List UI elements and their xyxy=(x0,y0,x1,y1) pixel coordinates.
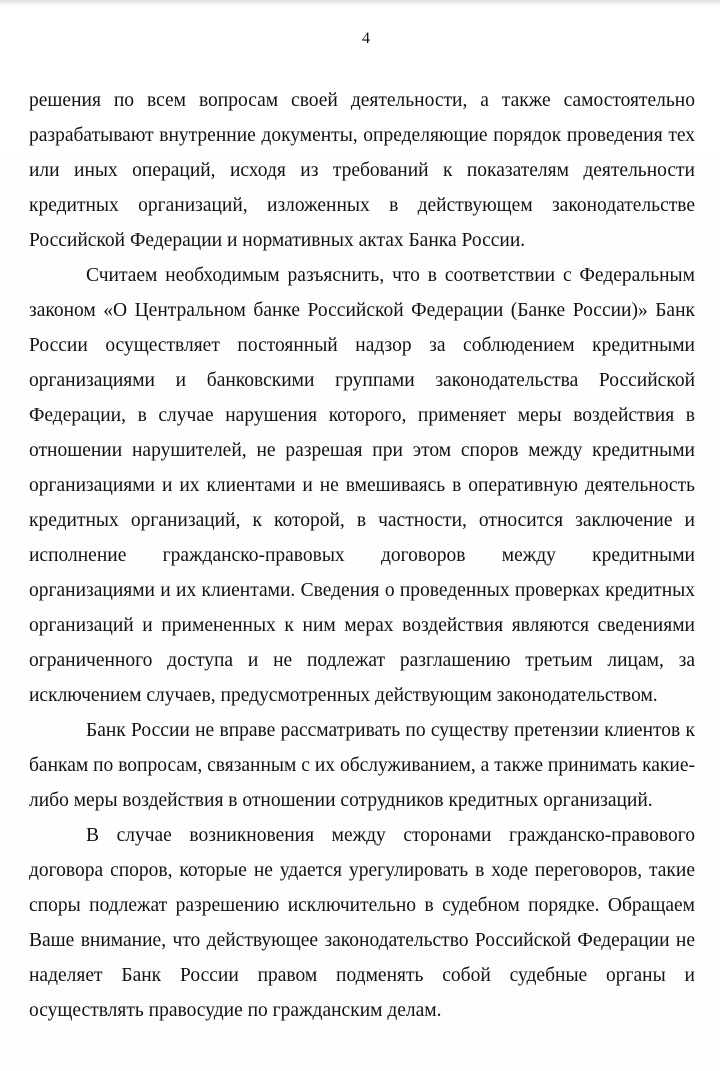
paragraph-claims: Банк России не вправе рассматривать по существу претензии клиентов к банкам по вопросам, связанным с их обслуживанием, а также принимать какие-либо меры воздействия в отношении сотрудников кредитных организаций. xyxy=(29,720,695,811)
paragraph-disputes: В случае возникновения между сторонами гражданско-правового договора споров, которые не удается урегулировать в ходе переговоров, такие споры подлежат разрешению исключительно в судебном порядке. Обращаем Ваше внимание, что действующее законодательство Российской Федерации не наделяет Банк России правом подменять собой судебные органы и осуществлять правосудие по гражданским делам. xyxy=(29,825,695,1021)
paragraph-continuation: решения по всем вопросам своей деятельности, а также самостоятельно разрабатывают внутренние документы, определяющие порядок проведения тех или иных операций, исходя из требований к показателям деятельности кредитных организаций, изложенных в действующем законодательстве Российской Федерации и нормативных актах Банка России. xyxy=(29,90,695,251)
paragraph-supervision: Считаем необходимым разъяснить, что в соответствии с Федеральным законом «О Центральном банке Российской Федерации (Банке России)» Банк России осуществляет постоянный надзор за соблюдением кредитными организациями и банковскими группами законодательства Российской Федерации, в случае нарушения которого, применяет меры воздействия в отношении нарушителей, не разрешая при этом споров между кредитными организациями и их клиентами и не вмешиваясь в оперативную деятельность кредитных организаций, к которой, в частности, относится заключение и исполнение гражданско-правовых договоров между кредитными организациями и их клиентами. Сведения о проведенных проверках кредитных организаций и примененных к ним мерах воздействия являются сведениями ограниченного доступа и не подлежат разглашению третьим лицам, за исключением случаев, предусмотренных действующим законодательством. xyxy=(29,265,695,706)
page-number: 4 xyxy=(362,30,370,47)
document-body xyxy=(29,83,695,1028)
page-top-shadow xyxy=(0,0,720,6)
